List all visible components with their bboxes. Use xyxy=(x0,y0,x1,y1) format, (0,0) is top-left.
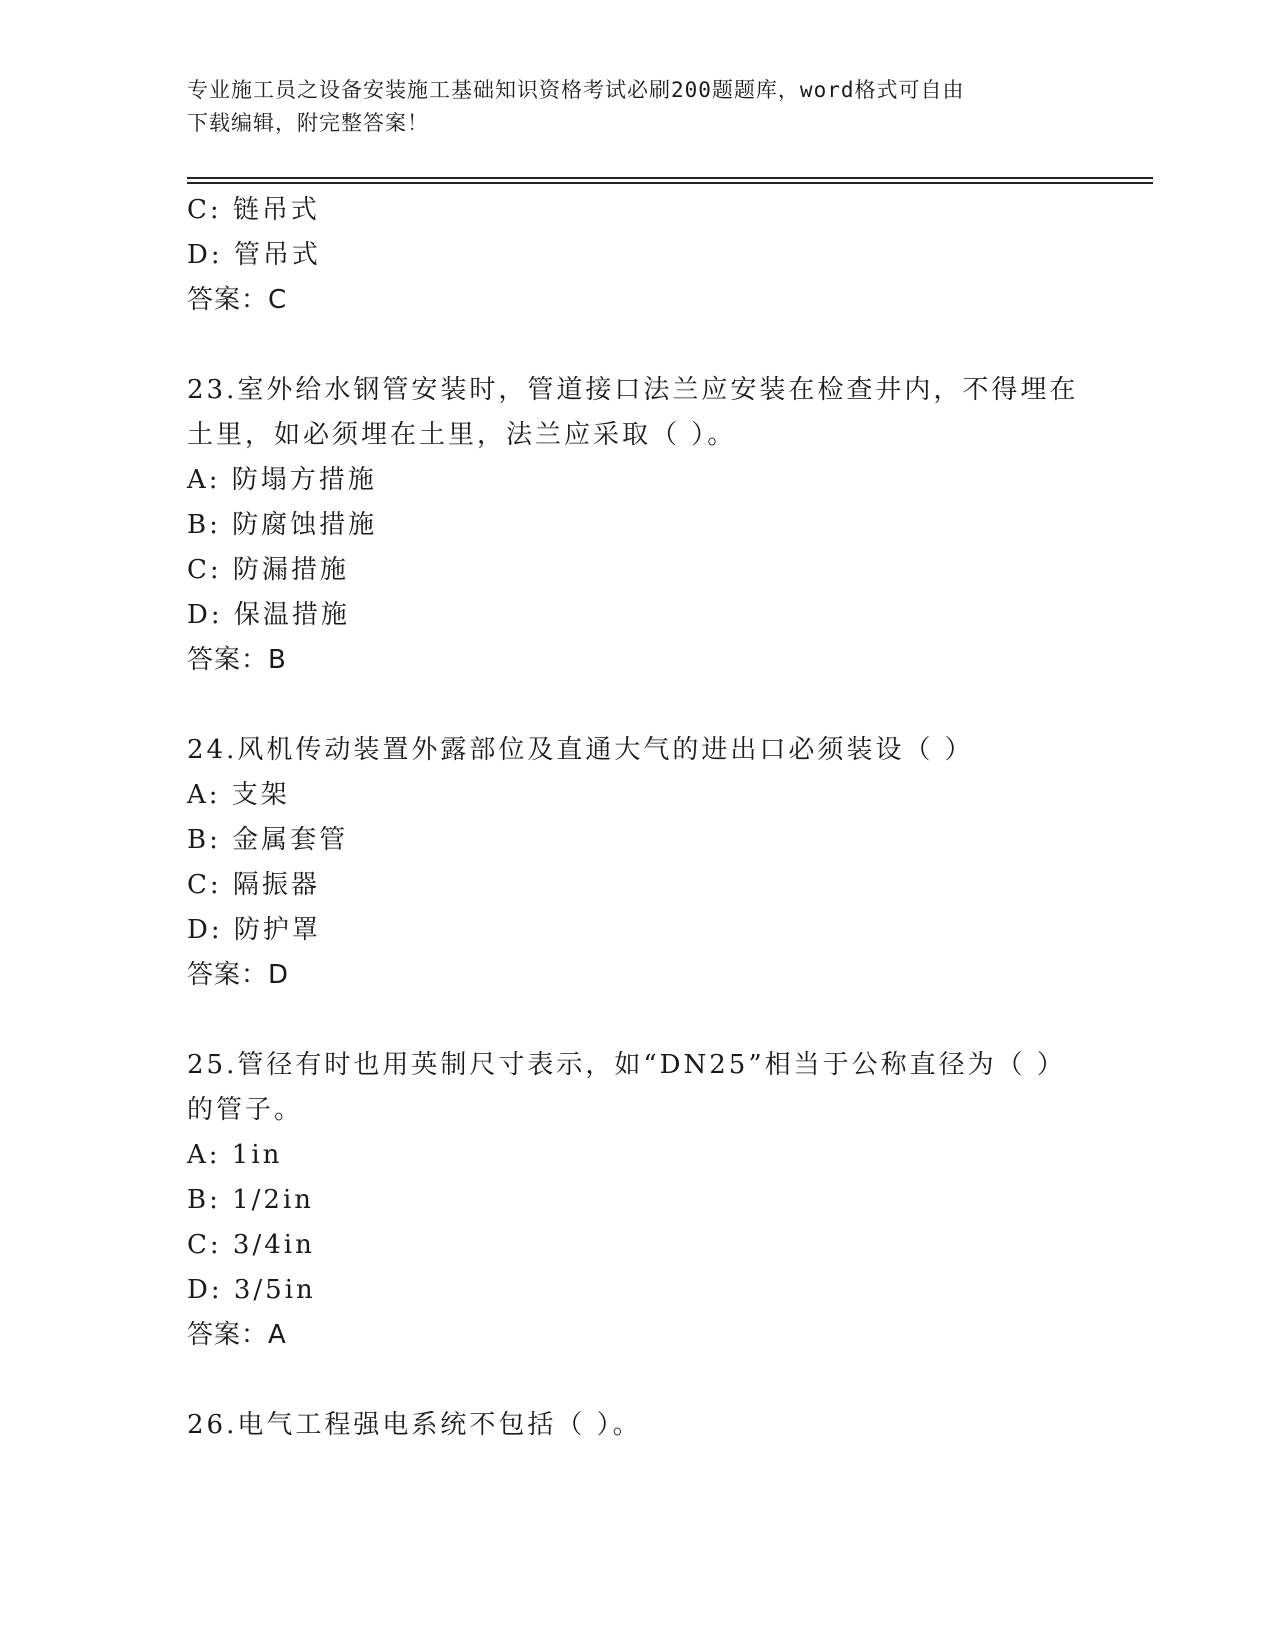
prev-answer: 答案：C xyxy=(187,285,288,315)
q24-answer: 答案：D xyxy=(187,960,290,990)
q23-option-a: A: 防塌方措施 xyxy=(187,465,377,495)
q25-answer: 答案：A xyxy=(187,1320,287,1350)
header-line-1: 专业施工员之设备安装施工基础知识资格考试必刷200题题库，word格式可自由 xyxy=(187,78,965,102)
prev-option-c: C: 链吊式 xyxy=(187,195,320,225)
q25-option-d: D: 3/5in xyxy=(187,1275,316,1305)
q23-stem-line-1: 23.室外给水钢管安装时，管道接口法兰应安装在检查井内，不得埋在 xyxy=(187,375,1079,405)
q24-option-b: B: 金属套管 xyxy=(187,825,349,855)
q23-answer: 答案：B xyxy=(187,645,287,675)
prev-option-d: D: 管吊式 xyxy=(187,240,321,270)
header-rule-bottom xyxy=(187,182,1153,184)
q24-stem-line-1: 24.风机传动装置外露部位及直通大气的进出口必须装设（ ） xyxy=(187,735,974,765)
q25-option-c: C: 3/4in xyxy=(187,1230,315,1260)
q23-option-d: D: 保温措施 xyxy=(187,600,350,630)
q26-stem-line-1: 26.电气工程强电系统不包括（ ）。 xyxy=(187,1410,642,1440)
document-header xyxy=(187,74,1087,140)
q24-option-d: D: 防护罩 xyxy=(187,915,321,945)
header-rule-top xyxy=(187,177,1153,179)
q25-option-b: B: 1/2in xyxy=(187,1185,315,1215)
q25-stem-line-1: 25.管径有时也用英制尺寸表示，如“DN25”相当于公称直径为（ ） xyxy=(187,1050,1066,1080)
q23-option-b: B: 防腐蚀措施 xyxy=(187,510,378,540)
q25-stem-line-2: 的管子。 xyxy=(187,1095,304,1125)
q25-option-a: A: 1in xyxy=(187,1140,283,1170)
q23-stem-line-2: 土里，如必须埋在土里，法兰应采取（ ）。 xyxy=(187,420,737,450)
q23-option-c: C: 防漏措施 xyxy=(187,555,349,585)
header-line-2: 下载编辑，附完整答案！ xyxy=(187,111,429,135)
q24-option-c: C: 隔振器 xyxy=(187,870,320,900)
q24-option-a: A: 支架 xyxy=(187,780,290,810)
